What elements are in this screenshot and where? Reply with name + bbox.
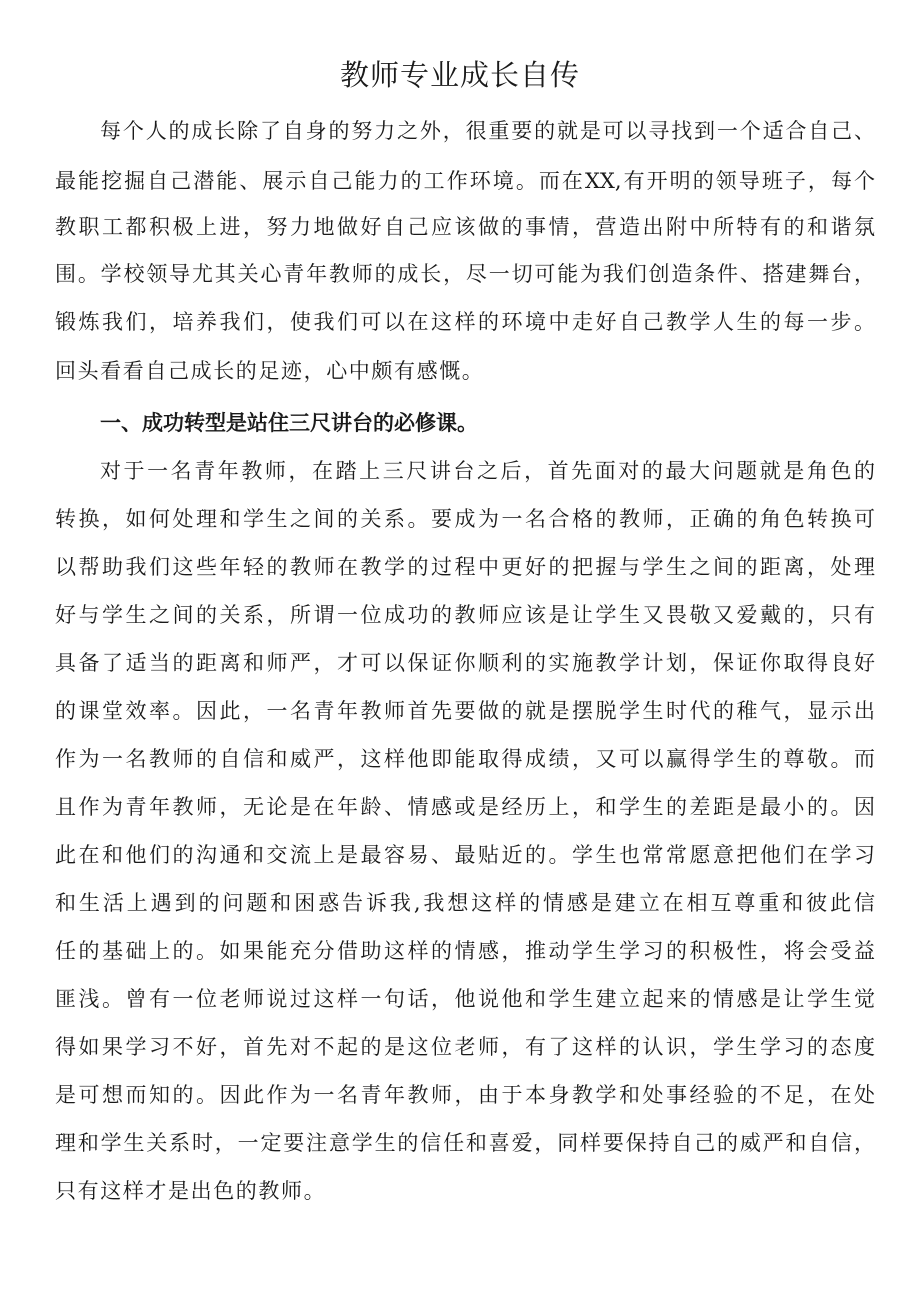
paragraph-line: 围。学校领导尤其关心青年教师的成长，尽一切可能为我们创造条件、搭建舞台， (55, 262, 875, 286)
paragraph-line: 以帮助我们这些年轻的教师在教学的过程中更好的把握与学生之间的距离，处理 (55, 555, 875, 579)
paragraph-line: 且作为青年教师，无论是在年龄、情感或是经历上，和学生的差距是最小的。因 (55, 795, 875, 819)
paragraph-line: 作为一名教师的自信和威严，这样他即能取得成绩，又可以赢得学生的尊敬。而 (55, 747, 875, 771)
paragraph-line: 得如果学习不好，首先对不起的是这位老师，有了这样的认识，学生学习的态度 (55, 1035, 875, 1059)
paragraph-line: 此在和他们的沟通和交流上是最容易、最贴近的。学生也常常愿意把他们在学习 (55, 843, 875, 867)
paragraph-line: 匪浅。曾有一位老师说过这样一句话，他说他和学生建立起来的情感是让学生觉 (55, 987, 875, 1011)
document-title: 教师专业成长自传 (339, 58, 580, 92)
paragraph-line: 任的基础上的。如果能充分借助这样的情感，推动学生学习的积极性，将会受益 (55, 939, 875, 963)
paragraph-line: 只有这样才是出色的教师。 (55, 1179, 327, 1203)
paragraph-line: 是可想而知的。因此作为一名青年教师，由于本身教学和处事经验的不足，在处 (55, 1083, 875, 1107)
paragraph-line: 和生活上遇到的问题和困惑告诉我,我想这样的情感是建立在相互尊重和彼此信 (55, 891, 875, 915)
paragraph-line: 教职工都积极上进，努力地做好自己应该做的事情，营造出附中所特有的和谐氛 (55, 215, 875, 239)
paragraph-line: 转换，如何处理和学生之间的关系。要成为一名合格的教师，正确的角色转换可 (55, 507, 875, 531)
paragraph-line: 具备了适当的距离和师严，才可以保证你顺利的实施教学计划，保证你取得良好 (55, 651, 875, 675)
paragraph-line: 对于一名青年教师，在踏上三尺讲台之后，首先面对的最大问题就是角色的 (100, 459, 875, 483)
paragraph-line: 每个人的成长除了自身的努力之外，很重要的就是可以寻找到一个适合自己、 (100, 119, 875, 143)
paragraph-line: 最能挖掘自己潜能、展示自己能力的工作环境。而在XX,有开明的领导班子，每个 (55, 169, 875, 193)
paragraph-line: 理和学生关系时，一定要注意学生的信任和喜爱，同样要保持自己的威严和自信， (55, 1131, 875, 1155)
paragraph-line: 的课堂效率。因此，一名青年教师首先要做的就是摆脱学生时代的稚气，显示出 (55, 699, 875, 723)
paragraph-line: 锻炼我们，培养我们，使我们可以在这样的环境中走好自己教学人生的每一步。 (55, 310, 875, 334)
paragraph-line: 好与学生之间的关系，所谓一位成功的教师应该是让学生又畏敬又爱戴的，只有 (55, 603, 875, 627)
section-heading: 一、成功转型是站住三尺讲台的必修课。 (100, 411, 478, 435)
paragraph-line: 回头看看自己成长的足迹，心中颇有感慨。 (55, 359, 485, 383)
